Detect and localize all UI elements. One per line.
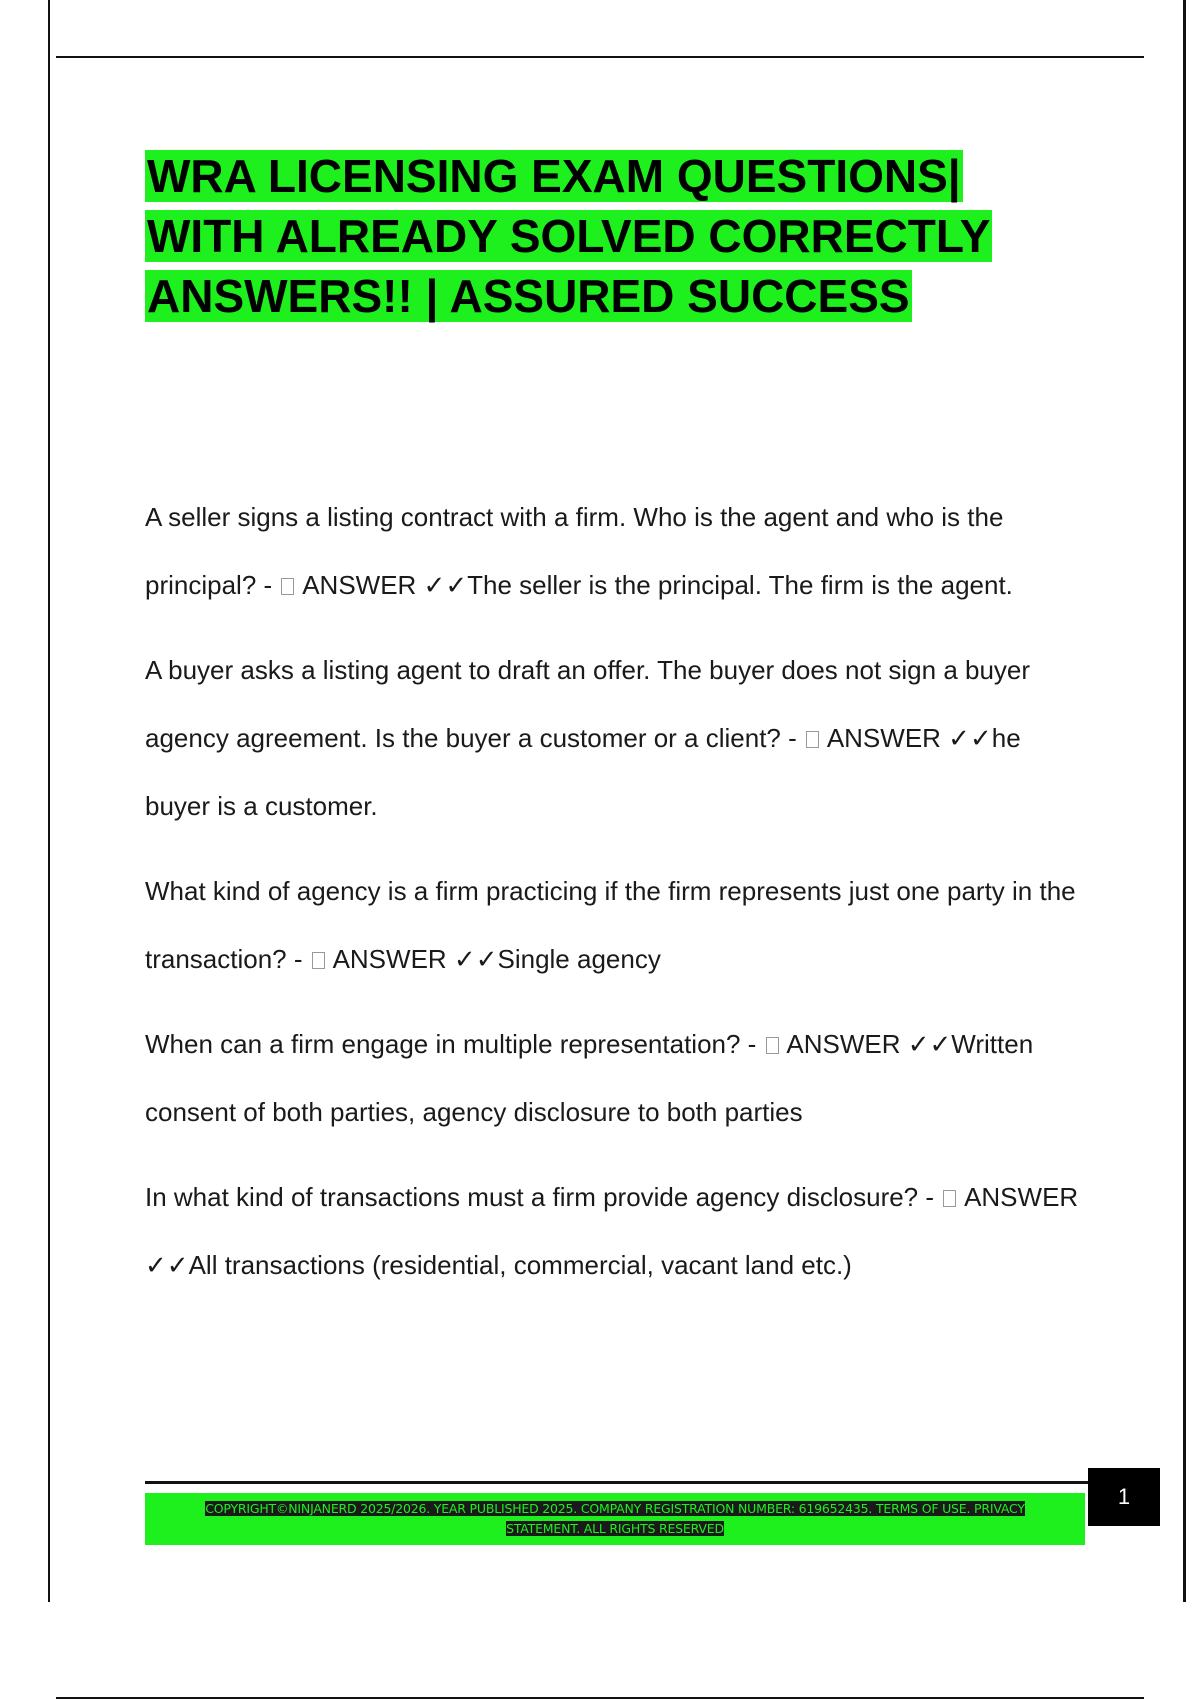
copyright-text (170, 1499, 1060, 1539)
answer-marker: ANSWER ✓✓ (826, 723, 992, 753)
answer-text: Single agency (497, 944, 661, 974)
question-text: A seller signs a listing contract with a firm. Who is the agent and who is the principal? - (145, 502, 1004, 600)
answer-marker: ANSWER ✓✓ (145, 1182, 1079, 1280)
question-text: In what kind of transactions must a firm provide agency disclosure? - (145, 1182, 935, 1212)
qa-list (145, 483, 1090, 1316)
answer-text: Written consent of both parties, agency disclosure to both parties (145, 1029, 1034, 1127)
document-title (145, 146, 1105, 326)
top-rule (56, 56, 1144, 58)
box-icon (943, 1190, 956, 1207)
qa-item (145, 1163, 1090, 1299)
copyright-footer (145, 1493, 1085, 1545)
box-icon (312, 952, 325, 969)
copyright-line-2: STATEMENT. ALL RIGHTS RESERVED (506, 1521, 724, 1536)
qa-item (145, 636, 1090, 840)
footer-rule (145, 1481, 1090, 1484)
next-page-top-rule (56, 1697, 1144, 1699)
qa-item (145, 1010, 1090, 1146)
question-text: What kind of agency is a firm practicing if the firm represents just one party in the transaction? - (145, 876, 1076, 974)
question-text: When can a firm engage in multiple representation? - (145, 1029, 757, 1059)
title-line: ANSWERS!! | ASSURED SUCCESS (147, 270, 910, 322)
answer-text: The seller is the principal. The firm is the agent. (467, 570, 1013, 600)
answer-text: All transactions (residential, commercial, vacant land etc.) (188, 1250, 852, 1280)
qa-item (145, 483, 1090, 619)
copyright-line-1: COPYRIGHT©NINJANERD 2025/2026. YEAR PUBLISHED 2025. COMPANY REGISTRATION NUMBER: 619652435. TERMS OF USE. PRIVACY (205, 1501, 1025, 1516)
box-icon (806, 731, 819, 748)
box-icon (766, 1037, 779, 1054)
answer-text: he buyer is a customer. (145, 723, 1021, 821)
page-border-right (1183, 0, 1186, 1602)
title-line: WITH ALREADY SOLVED CORRECTLY (147, 210, 991, 262)
qa-item (145, 857, 1090, 993)
question-text: A buyer asks a listing agent to draft an offer. The buyer does not sign a buyer agency agreement. Is the buyer a customer or a client? - (145, 655, 1031, 753)
answer-marker: ANSWER ✓✓ (302, 570, 468, 600)
page-number: 1 (1088, 1468, 1160, 1526)
box-icon (281, 578, 294, 595)
page-border-left (48, 0, 50, 1602)
answer-marker: ANSWER ✓✓ (786, 1029, 952, 1059)
answer-marker: ANSWER ✓✓ (332, 944, 498, 974)
title-line: WRA LICENSING EXAM QUESTIONS| (147, 150, 961, 202)
